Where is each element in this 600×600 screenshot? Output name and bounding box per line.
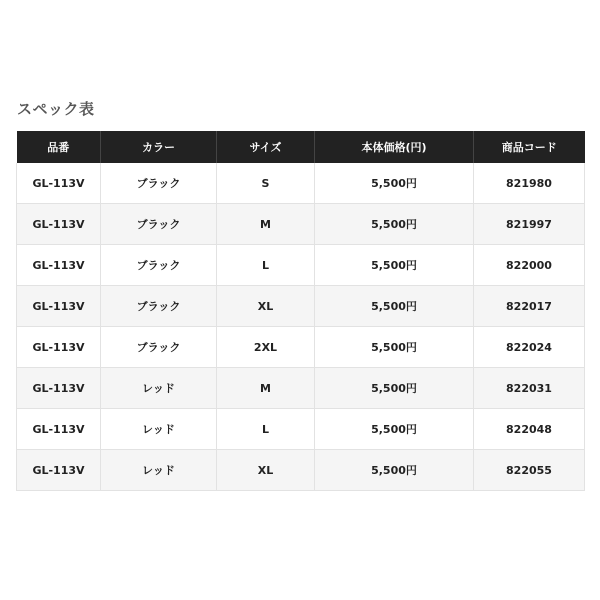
cell-price: 5,500円 — [315, 327, 474, 368]
column-header-size: サイズ — [217, 131, 315, 163]
cell-color: ブラック — [101, 327, 217, 368]
table-row — [17, 286, 585, 327]
cell-product-code: 821997 — [474, 204, 585, 245]
cell-product-number: GL-113V — [17, 368, 101, 409]
column-header-price: 本体価格(円) — [315, 131, 474, 163]
cell-color: レッド — [101, 450, 217, 491]
table-row — [17, 368, 585, 409]
cell-price: 5,500円 — [315, 204, 474, 245]
cell-color: ブラック — [101, 204, 217, 245]
table-row — [17, 204, 585, 245]
cell-product-code: 822000 — [474, 245, 585, 286]
table-row — [17, 163, 585, 204]
cell-price: 5,500円 — [315, 163, 474, 204]
cell-size: M — [217, 368, 315, 409]
cell-price: 5,500円 — [315, 286, 474, 327]
cell-product-code: 822048 — [474, 409, 585, 450]
cell-product-code: 821980 — [474, 163, 585, 204]
cell-size: XL — [217, 286, 315, 327]
cell-product-number: GL-113V — [17, 327, 101, 368]
cell-size: 2XL — [217, 327, 315, 368]
cell-price: 5,500円 — [315, 245, 474, 286]
cell-product-code: 822031 — [474, 368, 585, 409]
cell-product-number: GL-113V — [17, 450, 101, 491]
cell-color: レッド — [101, 409, 217, 450]
column-header-product-number: 品番 — [17, 131, 101, 163]
table-header-row — [17, 131, 585, 163]
cell-price: 5,500円 — [315, 450, 474, 491]
cell-color: ブラック — [101, 286, 217, 327]
cell-product-code: 822055 — [474, 450, 585, 491]
cell-size: S — [217, 163, 315, 204]
cell-size: L — [217, 409, 315, 450]
cell-size: XL — [217, 450, 315, 491]
column-header-color: カラー — [101, 131, 217, 163]
cell-price: 5,500円 — [315, 409, 474, 450]
cell-color: ブラック — [101, 163, 217, 204]
section-title: スペック表 — [17, 100, 95, 118]
cell-color: ブラック — [101, 245, 217, 286]
cell-product-number: GL-113V — [17, 409, 101, 450]
cell-color: レッド — [101, 368, 217, 409]
cell-product-number: GL-113V — [17, 245, 101, 286]
cell-product-number: GL-113V — [17, 286, 101, 327]
table-row — [17, 245, 585, 286]
cell-product-code: 822017 — [474, 286, 585, 327]
cell-product-code: 822024 — [474, 327, 585, 368]
cell-size: L — [217, 245, 315, 286]
table-row — [17, 409, 585, 450]
cell-product-number: GL-113V — [17, 204, 101, 245]
spec-table — [16, 131, 585, 491]
cell-size: M — [217, 204, 315, 245]
table-row — [17, 327, 585, 368]
cell-price: 5,500円 — [315, 368, 474, 409]
column-header-product-code: 商品コード — [474, 131, 585, 163]
cell-product-number: GL-113V — [17, 163, 101, 204]
table-row — [17, 450, 585, 491]
